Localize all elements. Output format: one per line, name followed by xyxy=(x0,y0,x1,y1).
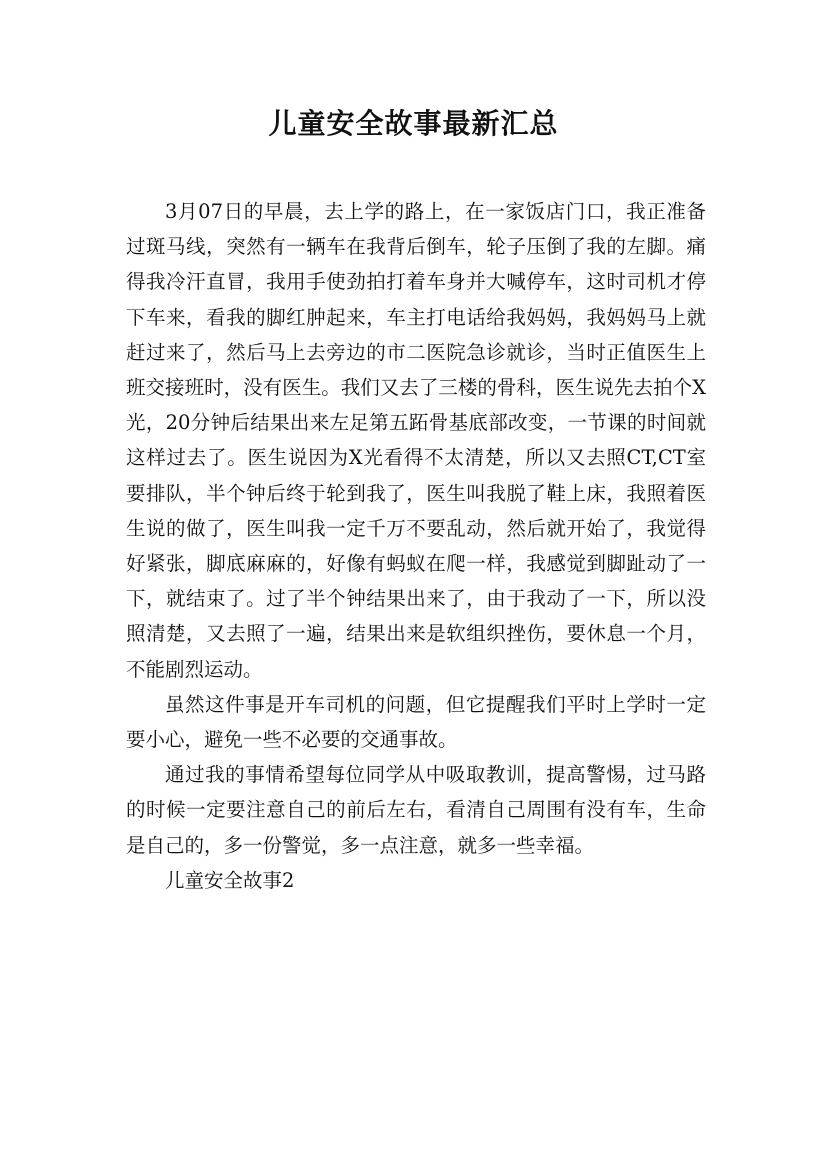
document-body xyxy=(126,194,706,898)
paragraph-story: 3月07日的早晨，去上学的路上，在一家饭店门口，我正准备过斑马线，突然有一辆车在我背后倒车，轮子压倒了我的左脚。痛得我冷汗直冒，我用手使劲拍打着车身并大喊停车，这时司机才停下车来，看我的脚红肿起来，车主打电话给我妈妈，我妈妈马上就赶过来了，然后马上去旁边的市二医院急诊就诊，当时正值医生上班交接班时，没有医生。我们又去了三楼的骨科，医生说先去拍个X光，20分钟后结果出来左足第五跖骨基底部改变，一节课的时间就这样过去了。医生说因为X光看得不太清楚，所以又去照CT,CT室要排队，半个钟后终于轮到我了，医生叫我脱了鞋上床，我照着医生说的做了，医生叫我一定千万不要乱动，然后就开始了，我觉得好紧张，脚底麻麻的，好像有蚂蚁在爬一样，我感觉到脚趾动了一下，就结束了。过了半个钟结果出来了，由于我动了一下，所以没照清楚，又去照了一遍，结果出来是软组织挫伤，要休息一个月，不能剧烈运动。 xyxy=(126,200,706,681)
section-heading-story-2: 儿童安全故事2 xyxy=(165,868,295,892)
paragraph-reminder: 虽然这件事是开车司机的问题，但它提醒我们平时上学时一定要小心，避免一些不必要的交通事故。 xyxy=(126,692,706,752)
document-title: 儿童安全故事最新汇总 xyxy=(268,107,559,140)
paragraph-lesson: 通过我的事情希望每位同学从中吸取教训，提高警惕，过马路的时候一定要注意自己的前后左右，看清自己周围有没有车，生命是自己的，多一份警觉，多一点注意，就多一些幸福。 xyxy=(126,763,706,857)
